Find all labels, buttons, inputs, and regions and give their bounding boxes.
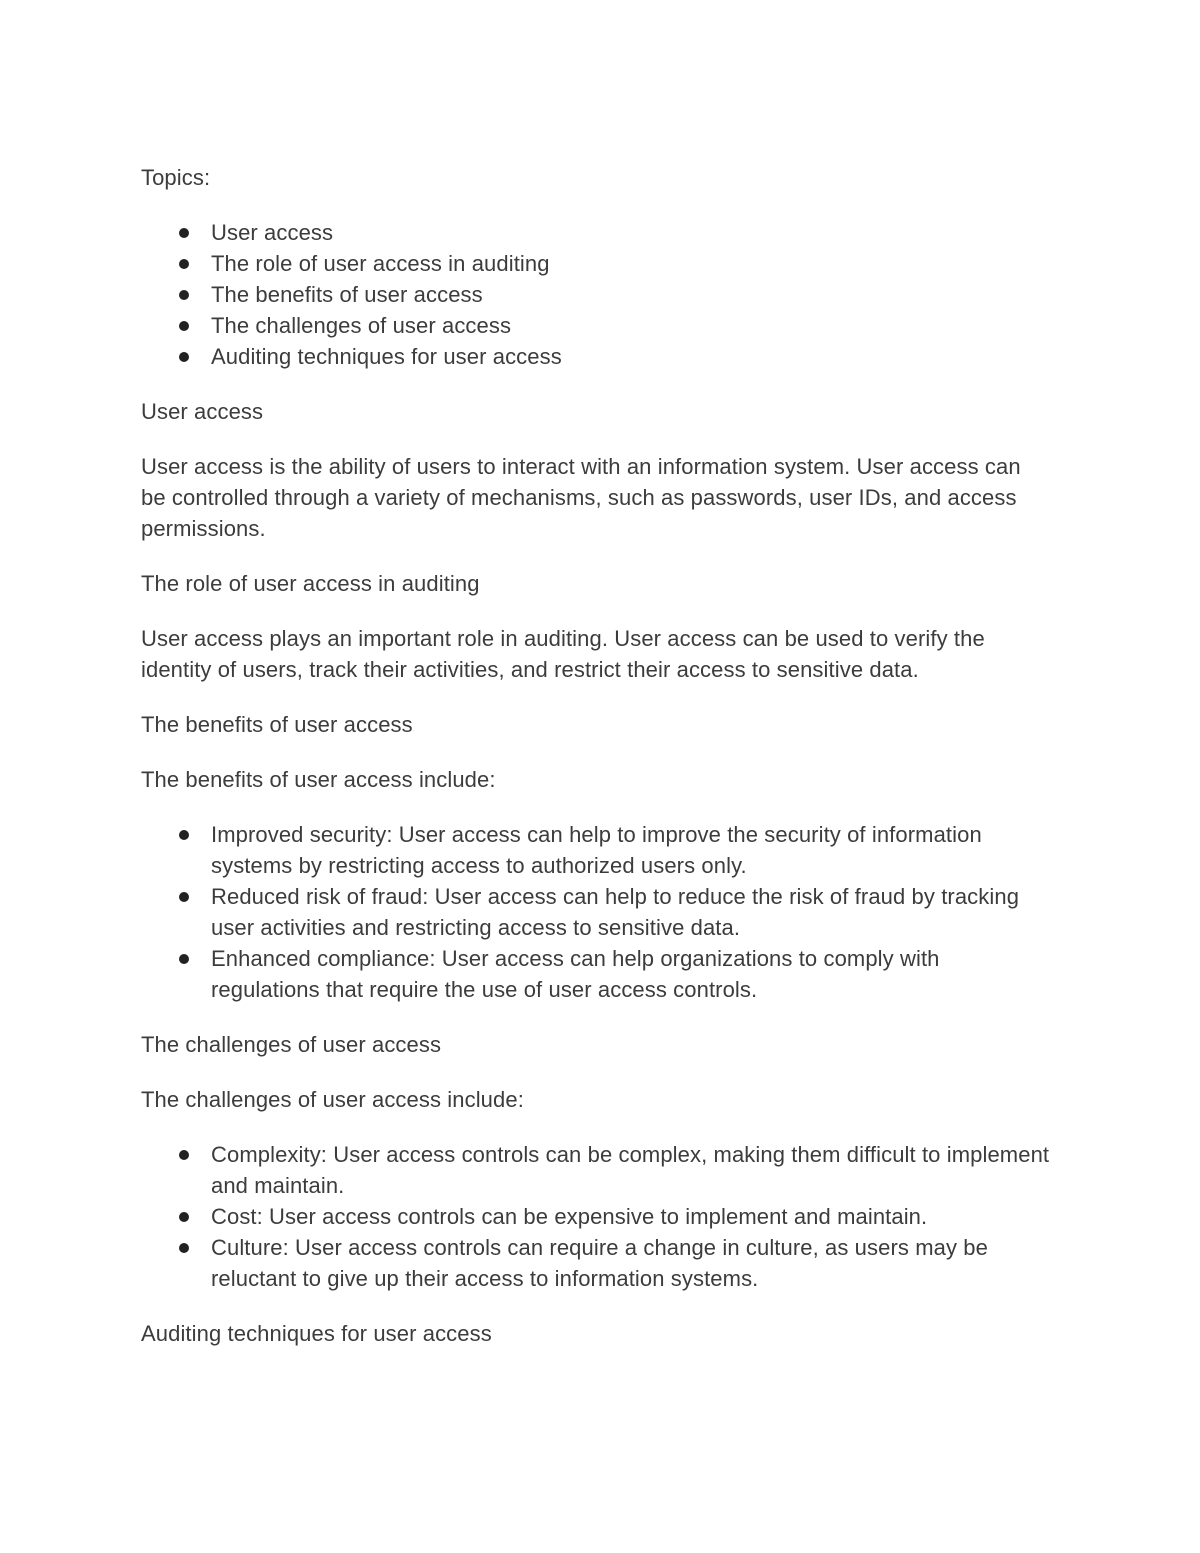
list-item: User access: [211, 217, 1050, 248]
section-heading-role: The role of user access in auditing: [141, 571, 480, 596]
section-heading-auditing: Auditing techniques for user access: [141, 1321, 492, 1346]
benefits-list: [141, 819, 1050, 1005]
section-heading-benefits: The benefits of user access: [141, 712, 413, 737]
list-item: Complexity: User access controls can be complex, making them difficult to implement and maintain.: [211, 1139, 1050, 1201]
bullet-icon: [179, 1243, 189, 1253]
list-item: Culture: User access controls can require a change in culture, as users may be reluctant to give up their access to information systems.: [211, 1232, 1050, 1294]
list-item: Improved security: User access can help to improve the security of information systems by restricting access to authorized users only.: [211, 819, 1050, 881]
bullet-icon: [179, 1150, 189, 1160]
bullet-icon: [179, 892, 189, 902]
section-body-user-access: User access is the ability of users to interact with an information system. User access can be controlled through a variety of mechanisms, such as passwords, user IDs, and access permissions.: [141, 454, 1021, 541]
list-item: The challenges of user access: [211, 310, 1050, 341]
list-item: Cost: User access controls can be expensive to implement and maintain.: [211, 1201, 1050, 1232]
bullet-icon: [179, 830, 189, 840]
topics-list: [141, 217, 1050, 372]
list-item: Enhanced compliance: User access can help organizations to comply with regulations that require the use of user access controls.: [211, 943, 1050, 1005]
bullet-icon: [179, 954, 189, 964]
bullet-icon: [179, 321, 189, 331]
section-body-role: User access plays an important role in auditing. User access can be used to verify the identity of users, track their activities, and restrict their access to sensitive data.: [141, 626, 985, 682]
bullet-icon: [179, 290, 189, 300]
list-item: The role of user access in auditing: [211, 248, 1050, 279]
challenges-list: [141, 1139, 1050, 1294]
bullet-icon: [179, 259, 189, 269]
topics-label: Topics:: [141, 165, 211, 190]
list-item: Reduced risk of fraud: User access can help to reduce the risk of fraud by tracking user activities and restricting access to sensitive data.: [211, 881, 1050, 943]
bullet-icon: [179, 1212, 189, 1222]
bullet-icon: [179, 228, 189, 238]
list-item: The benefits of user access: [211, 279, 1050, 310]
list-item: Auditing techniques for user access: [211, 341, 1050, 372]
section-heading-user-access: User access: [141, 399, 264, 424]
section-intro-challenges: The challenges of user access include:: [141, 1087, 524, 1112]
section-heading-challenges: The challenges of user access: [141, 1032, 442, 1057]
bullet-icon: [179, 352, 189, 362]
section-intro-benefits: The benefits of user access include:: [141, 767, 496, 792]
